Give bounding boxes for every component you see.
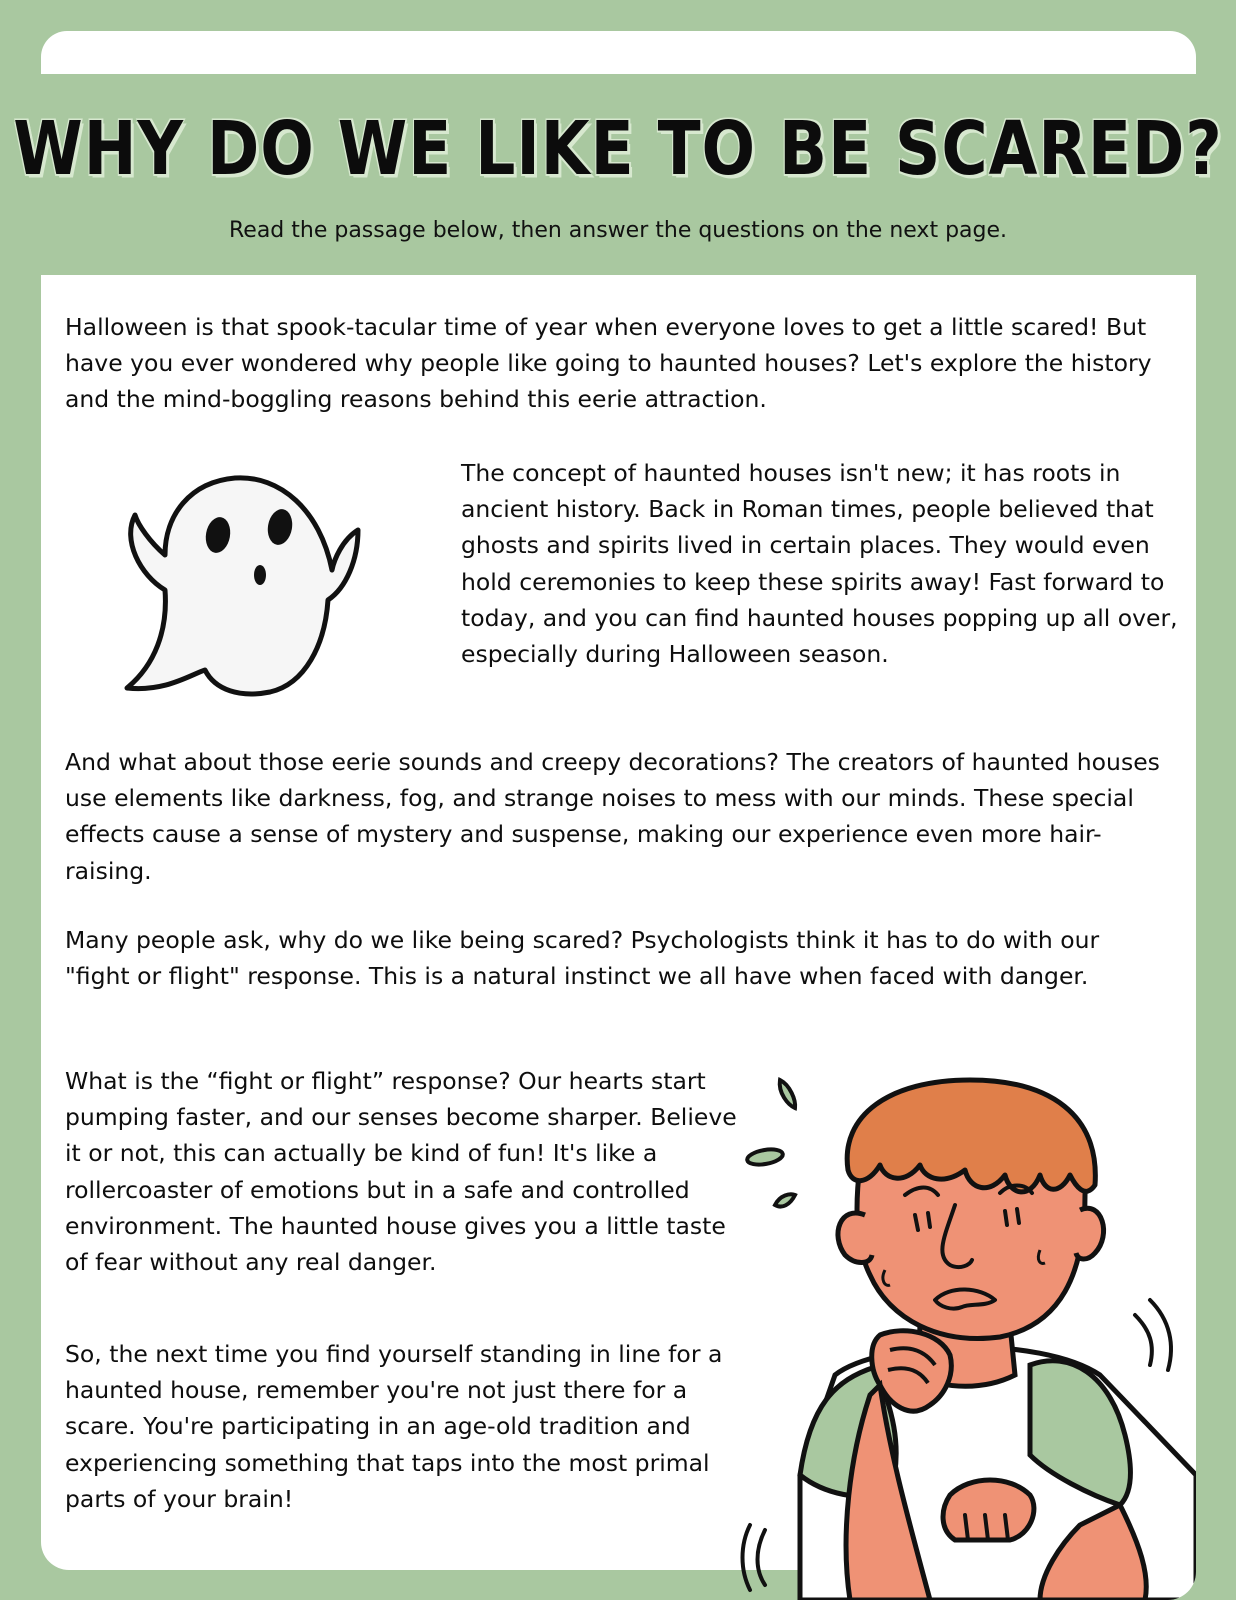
passage-paragraph-3: And what about those eerie sounds and creepy decorations? The creators of haunted houses use elements like darkness, fog, and strange noises to mess with our minds. These special effects cause a sense of mystery and suspense, making our experience even more hair-raising. [65,748,1160,885]
page-title: WHY DO WE LIKE TO BE SCARED? [13,105,1223,192]
passage-paragraph-1: Halloween is that spook-tacular time of year when everyone loves to get a little scared! But have you ever wondered why people like going to haunted houses? Let's explore the history and the mind-boggling reasons behind this eerie attraction. [65,313,1152,414]
passage-paragraph-6: So, the next time you find yourself standing in line for a haunted house, remember you're not just there for a scare. You're participating in an age-old tradition and experiencing something that taps into the most primal parts of your brain! [65,1340,723,1513]
passage-paragraph-4: Many people ask, why do we like being scared? Psychologists think it has to do with our "fight or flight" response. This is a natural instinct we all have when faced with danger. [65,926,1100,991]
ghost-illustration [120,750,370,990]
scared-boy-illustration [740,1075,1196,1600]
page-subtitle: Read the passage below, then answer the questions on the next page. [228,218,1008,243]
top-banner-strip [41,31,1196,74]
ghost-drawing [120,470,370,710]
scared-boy-icon [740,1075,1196,1600]
passage-paragraph-5: What is the “fight or flight” response? Our hearts start pumping faster, and our senses become sharper. Believe it or not, this can actually be kind of fun! It's like a rollercoaster of emotions but in a safe and controlled environment. The haunted house gives you a little taste of fear without any real danger. [65,1067,737,1277]
passage-paragraph-2: The concept of haunted houses isn't new; it has roots in ancient history. Back in Roman times, people believed that ghosts and spirits lived in certain places. They would even hold ceremonies to keep these spirits away! Fast forward to today, and you can find haunted houses popping up all over, especially during Halloween season. [461,459,1178,669]
